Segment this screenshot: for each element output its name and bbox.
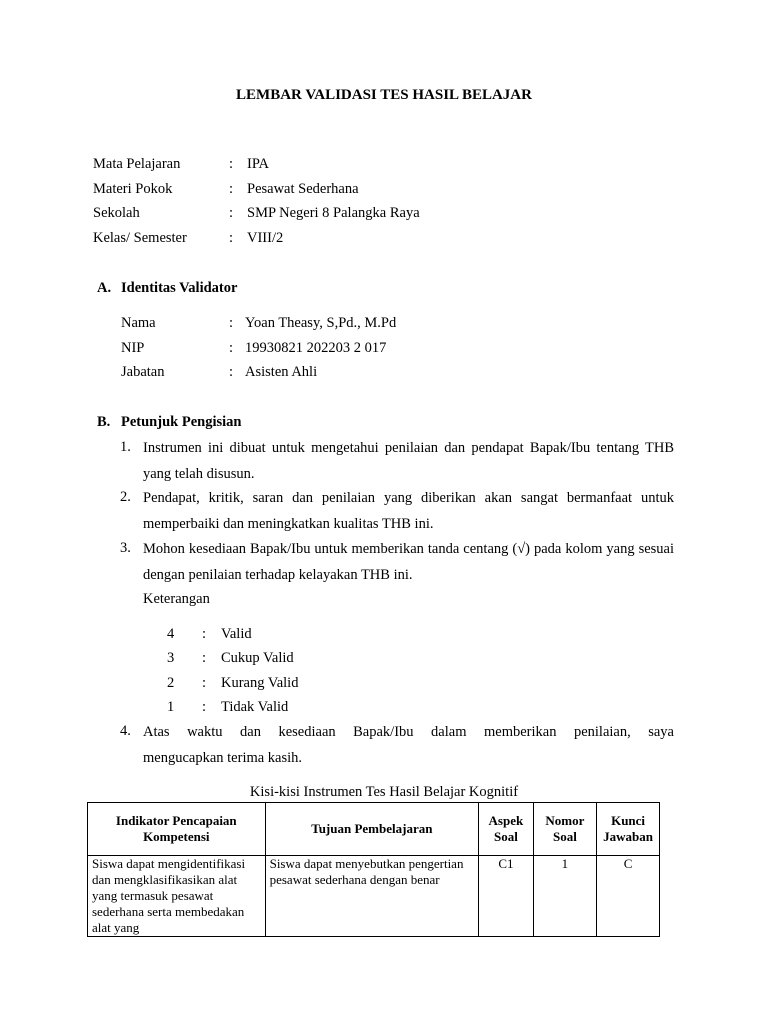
score-description: Kurang Valid (221, 675, 299, 691)
validator-value: Yoan Theasy, S,Pd., M.Pd (245, 315, 397, 331)
score-colon: : (202, 675, 207, 691)
item-text: Pendapat, kritik, saran dan penilaian yang diberikan akan sangat bermanfaat untuk memperbaiki dan meningkatkan kualitas THB ini. (143, 490, 674, 532)
info-label: Sekolah (93, 205, 140, 221)
item-text: Instrumen ini dibuat untuk mengetahui penilaian dan pendapat Bapak/Ibu tentang THB yang telah disusun. (143, 440, 674, 482)
instruction-item-1 (120, 436, 674, 487)
score-description: Tidak Valid (221, 699, 289, 715)
instruction-item-2 (120, 486, 674, 537)
score-colon: : (202, 626, 207, 642)
keterangan-label: Keterangan (143, 591, 210, 607)
info-value: IPA (247, 156, 270, 172)
score-colon: : (202, 699, 207, 715)
section-number: B. (97, 414, 111, 430)
cell-kunci: C (597, 856, 660, 937)
score-colon: : (202, 650, 207, 666)
column-header: Indikator Pencapaian Kompetensi (88, 803, 266, 856)
score-number: 1 (167, 699, 175, 715)
info-label: Mata Pelajaran (93, 156, 181, 172)
score-number: 2 (167, 675, 175, 691)
cell-nomor: 1 (533, 856, 596, 937)
item-text-line2: mengucapkan terima kasih. (143, 749, 303, 766)
table-row (88, 856, 660, 937)
info-value: Pesawat Sederhana (247, 181, 359, 197)
item-number: 4. (120, 723, 131, 739)
validator-label: Nama (121, 315, 156, 331)
score-number: 4 (167, 626, 175, 642)
table-header-row (88, 803, 660, 856)
info-colon: : (229, 181, 234, 197)
validator-value: 19930821 202203 2 017 (245, 340, 387, 356)
cell-tujuan: Siswa dapat menyebutkan pengertian pesawat sederhana dengan benar (265, 856, 479, 937)
section-b-heading (97, 414, 241, 431)
validator-colon: : (229, 364, 234, 380)
instruction-item-3 (120, 537, 674, 588)
info-colon: : (229, 156, 234, 172)
section-title: Petunjuk Pengisian (121, 414, 242, 430)
item-number: 2. (120, 489, 131, 505)
score-description: Valid (221, 626, 252, 642)
item-number: 1. (120, 439, 131, 455)
item-number: 3. (120, 540, 131, 556)
validator-label: NIP (121, 340, 145, 356)
info-label: Kelas/ Semester (93, 230, 187, 246)
info-value: VIII/2 (247, 230, 284, 246)
cell-aspek: C1 (479, 856, 534, 937)
info-label: Materi Pokok (93, 181, 173, 197)
column-header: Aspek Soal (479, 803, 534, 856)
item-text: Mohon kesediaan Bapak/Ibu untuk memberikan tanda centang (√) pada kolom yang sesuai dengan penilaian terhadap kelayakan THB ini. (143, 541, 674, 583)
validator-value: Asisten Ahli (245, 364, 318, 380)
section-title: Identitas Validator (121, 280, 238, 296)
cell-indikator: Siswa dapat mengidentifikasi dan mengklasifikasikan alat yang termasuk pesawat sederhana serta membedakan alat yang (88, 856, 266, 937)
item-text-line1: Atas waktu dan kesediaan Bapak/Ibu dalam memberikan penilaian, saya (143, 724, 674, 740)
section-number: A. (97, 280, 112, 296)
validator-colon: : (229, 315, 234, 331)
section-a-heading (97, 280, 237, 297)
info-value: SMP Negeri 8 Palangka Raya (247, 205, 420, 221)
instruction-item-4 (120, 720, 674, 771)
kisi-kisi-table (87, 802, 660, 937)
score-number: 3 (167, 650, 175, 666)
column-header: Kunci Jawaban (597, 803, 660, 856)
column-header: Nomor Soal (533, 803, 596, 856)
table-caption: Kisi-kisi Instrumen Tes Hasil Belajar Kognitif (249, 784, 519, 800)
column-header: Tujuan Pembelajaran (265, 803, 479, 856)
validator-label: Jabatan (121, 364, 165, 380)
validator-colon: : (229, 340, 234, 356)
page-title: LEMBAR VALIDASI TES HASIL BELAJAR (236, 87, 532, 103)
info-colon: : (229, 205, 234, 221)
score-description: Cukup Valid (221, 650, 294, 666)
info-colon: : (229, 230, 234, 246)
